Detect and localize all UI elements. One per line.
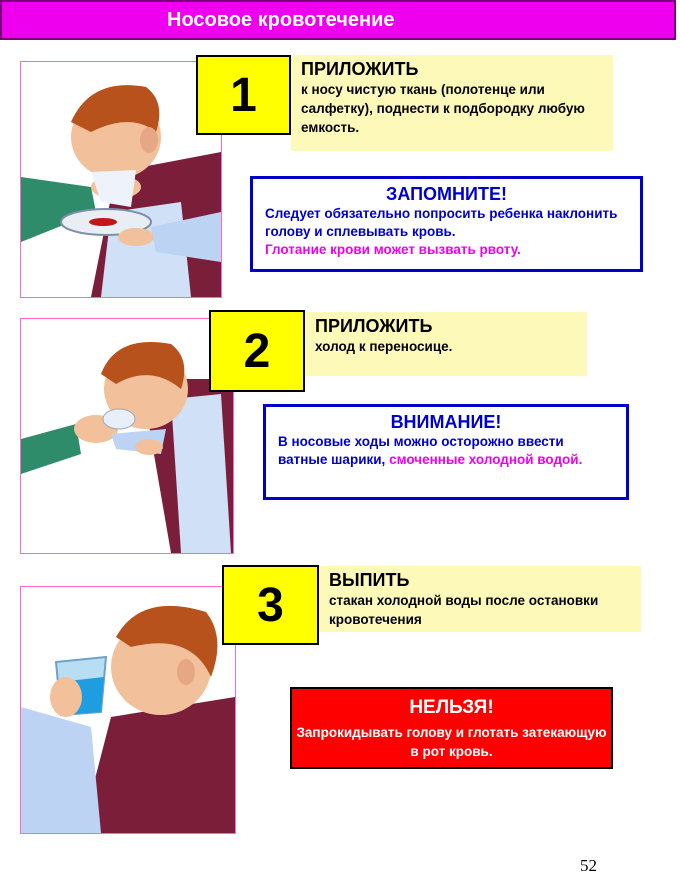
page-number: 52 [580,856,597,875]
step-2-description: холод к переносице. [315,339,453,354]
page-title: Носовое кровотечение [167,8,395,31]
step-2-number [209,310,305,392]
illustration-step-3 [20,586,236,834]
boy-drinking-water-image [21,587,235,833]
step-number-text: 2 [243,324,271,378]
attention-text [278,433,614,469]
step-1-number [196,55,291,135]
forbidden-note [290,687,613,769]
attention-text-pink: смоченные холодной водой. [389,452,583,467]
illustration-step-2 [20,318,234,554]
step-number-text: 1 [230,68,257,122]
attention-title: ВНИМАНИЕ! [390,412,502,432]
forbidden-text: Запрокидывать голову и глотать затекающую в рот кровь. [296,725,607,759]
remember-note [250,176,643,272]
step-1-text-box [291,55,613,151]
step-3-text-box [319,566,641,632]
page-title-bar [0,0,676,40]
step-1-description: к носу чистую ткань (полотенце или салфетку), поднести к подбородку любую емкость. [301,82,585,135]
boy-cold-compress-image [21,319,233,553]
step-3-action: ВЫПИТЬ [329,570,410,590]
step-2-action: ПРИЛОЖИТЬ [315,316,433,336]
step-3-number [222,565,319,645]
boy-holding-towel-image [21,62,221,297]
remember-title: ЗАПОМНИТЕ! [386,184,507,204]
step-3-description: стакан холодной воды после остановки кровотечения [329,593,599,627]
step-2-text-box [305,312,587,376]
illustration-step-1 [20,61,222,298]
step-1-action: ПРИЛОЖИТЬ [301,59,419,79]
forbidden-title: НЕЛЬЗЯ! [409,697,494,718]
remember-warning: Глотание крови может вызвать рвоту. [265,242,521,257]
attention-text-blue: В носовые ходы можно осторожно ввести ватные шарики, [278,434,564,467]
remember-text: Следует обязательно попросить ребенка наклонить голову и сплевывать кровь. [265,206,618,239]
attention-note [263,404,629,500]
step-number-text: 3 [257,578,284,632]
